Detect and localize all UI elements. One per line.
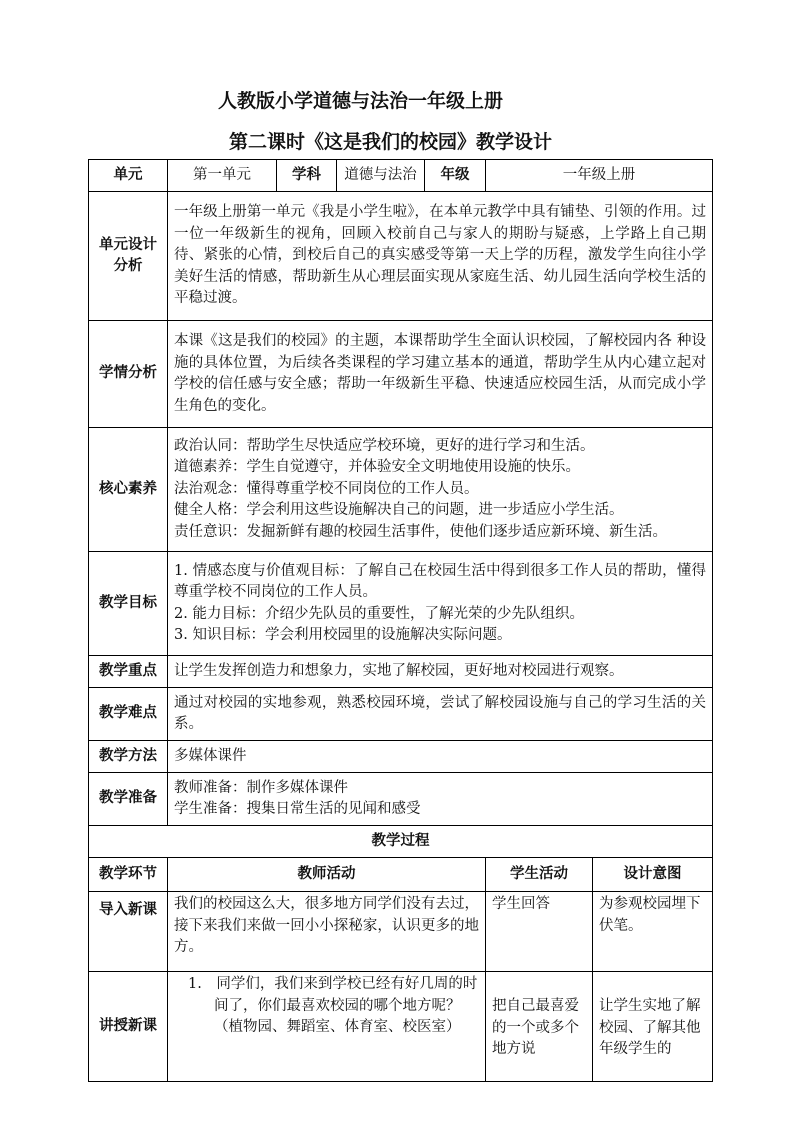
unit-analysis-label: 单元设计分析 (89, 192, 168, 321)
key-text: 让学生发挥创造力和想象力，实地了解校园，更好地对校园进行观察。 (168, 656, 713, 688)
core-line: 法治观念：懂得尊重学校不同岗位的工作人员。 (174, 480, 479, 497)
process-row (89, 892, 713, 972)
teacher-item: 1. 同学们，我们来到学校已经有好几周的时间了，你们最喜欢校园的哪个地方呢？（植物园、舞蹈室、体育室、校医室） (188, 976, 478, 1035)
col-intent: 设计意图 (593, 858, 713, 892)
learner-label: 学情分析 (89, 321, 168, 428)
lesson-plan-table (88, 159, 713, 1082)
difficult-text: 通过对校园的实地参观，熟悉校园环境，尝试了解校园设施与自己的学习生活的关系。 (168, 688, 713, 741)
prep-content (168, 773, 713, 826)
stage-cell: 讲授新课 (89, 972, 168, 1082)
unit-analysis-row (89, 192, 713, 321)
unit-value: 第一单元 (168, 160, 277, 192)
teacher-cell (168, 972, 486, 1082)
goal-line: 2. 能力目标：介绍少先队员的重要性，了解光荣的少先队组织。 (174, 605, 584, 622)
goal-content (168, 552, 713, 656)
key-label: 教学重点 (89, 656, 168, 688)
core-label: 核心素养 (89, 428, 168, 552)
student-cell: 学生回答 (486, 892, 593, 972)
unit-label: 单元 (89, 160, 168, 192)
core-row (89, 428, 713, 552)
core-line: 道德素养：学生自觉遵守，并体验安全文明地使用设施的快乐。 (174, 459, 580, 476)
method-text: 多媒体课件 (168, 741, 713, 773)
core-line: 政治认同：帮助学生尽快适应学校环境，更好的进行学习和生活。 (174, 437, 595, 454)
prep-row (89, 773, 713, 826)
key-row (89, 656, 713, 688)
subject-label: 学科 (277, 160, 337, 192)
learner-row (89, 321, 713, 428)
method-row (89, 741, 713, 773)
goal-label: 教学目标 (89, 552, 168, 656)
grade-value: 一年级上册 (486, 160, 713, 192)
stage-cell: 导入新课 (89, 892, 168, 972)
prep-line: 学生准备：搜集日常生活的见闻和感受 (174, 801, 421, 817)
core-content (168, 428, 713, 552)
intent-cell: 为参观校园埋下伏笔。 (593, 892, 713, 972)
page-title: 人教版小学道德与法治一年级上册 (218, 90, 504, 112)
info-row (89, 160, 713, 192)
col-teacher: 教师活动 (168, 858, 486, 892)
process-header-row (89, 858, 713, 892)
col-stage: 教学环节 (89, 858, 168, 892)
core-line: 责任意识：发掘新鲜有趣的校园生活事件，使他们逐步适应新环境、新生活。 (174, 523, 667, 540)
goal-line: 3. 知识目标：学会利用校园里的设施解决实际问题。 (174, 627, 512, 643)
core-line: 健全人格：学会利用这些设施解决自己的问题，进一步适应小学生活。 (174, 502, 624, 519)
teacher-cell: 我们的校园这么大，很多地方同学们没有去过，接下来我们来做一回小小探秘家，认识更多的地方。 (168, 892, 486, 972)
process-row (89, 972, 713, 1082)
process-heading: 教学过程 (89, 826, 713, 858)
difficult-row (89, 688, 713, 741)
intent-cell: 让学生实地了解校园、了解其他年级学生的 (593, 972, 713, 1082)
subject-value: 道德与法治 (337, 160, 425, 192)
goal-row (89, 552, 713, 656)
unit-analysis-text: 一年级上册第一单元《我是小学生啦》，在本单元教学中具有铺垫、引领的作用。过一位一年级新生的视角，回顾入校前自己与家人的期盼与疑惑，上学路上自己期待、紧张的心情，到校后自己的真实感受等第一天上学的历程，激发学生向往小学美好生活的情感，帮助新生从心理层面实现从家庭生活、幼儿园生活向学校生活的平稳过渡。 (168, 192, 713, 321)
difficult-label: 教学难点 (89, 688, 168, 741)
grade-label: 年级 (425, 160, 486, 192)
prep-line: 教师准备：制作多媒体课件 (174, 779, 348, 796)
method-label: 教学方法 (89, 741, 168, 773)
process-heading-row (89, 826, 713, 858)
prep-label: 教学准备 (89, 773, 168, 826)
learner-text: 本课《这是我们的校园》的主题，本课帮助学生全面认识校园，了解校园内各 种设施的具体位置，为后续各类课程的学习建立基本的通道，帮助学生从内心建立起对学校的信任感与安全感；帮助一年级新生平稳、快速适应校园生活，从而完成小学生角色的变化。 (168, 321, 713, 428)
page-subtitle: 第二课时《这是我们的校园》教学设计 (229, 131, 553, 153)
col-student: 学生活动 (486, 858, 593, 892)
student-cell: 把自己最喜爱的一个或多个地方说 (486, 972, 593, 1082)
goal-line: 1. 情感态度与价值观目标：了解自己在校园生活中得到很多工作人员的帮助，懂得尊重学校不同岗位的工作人员。 (174, 562, 706, 600)
